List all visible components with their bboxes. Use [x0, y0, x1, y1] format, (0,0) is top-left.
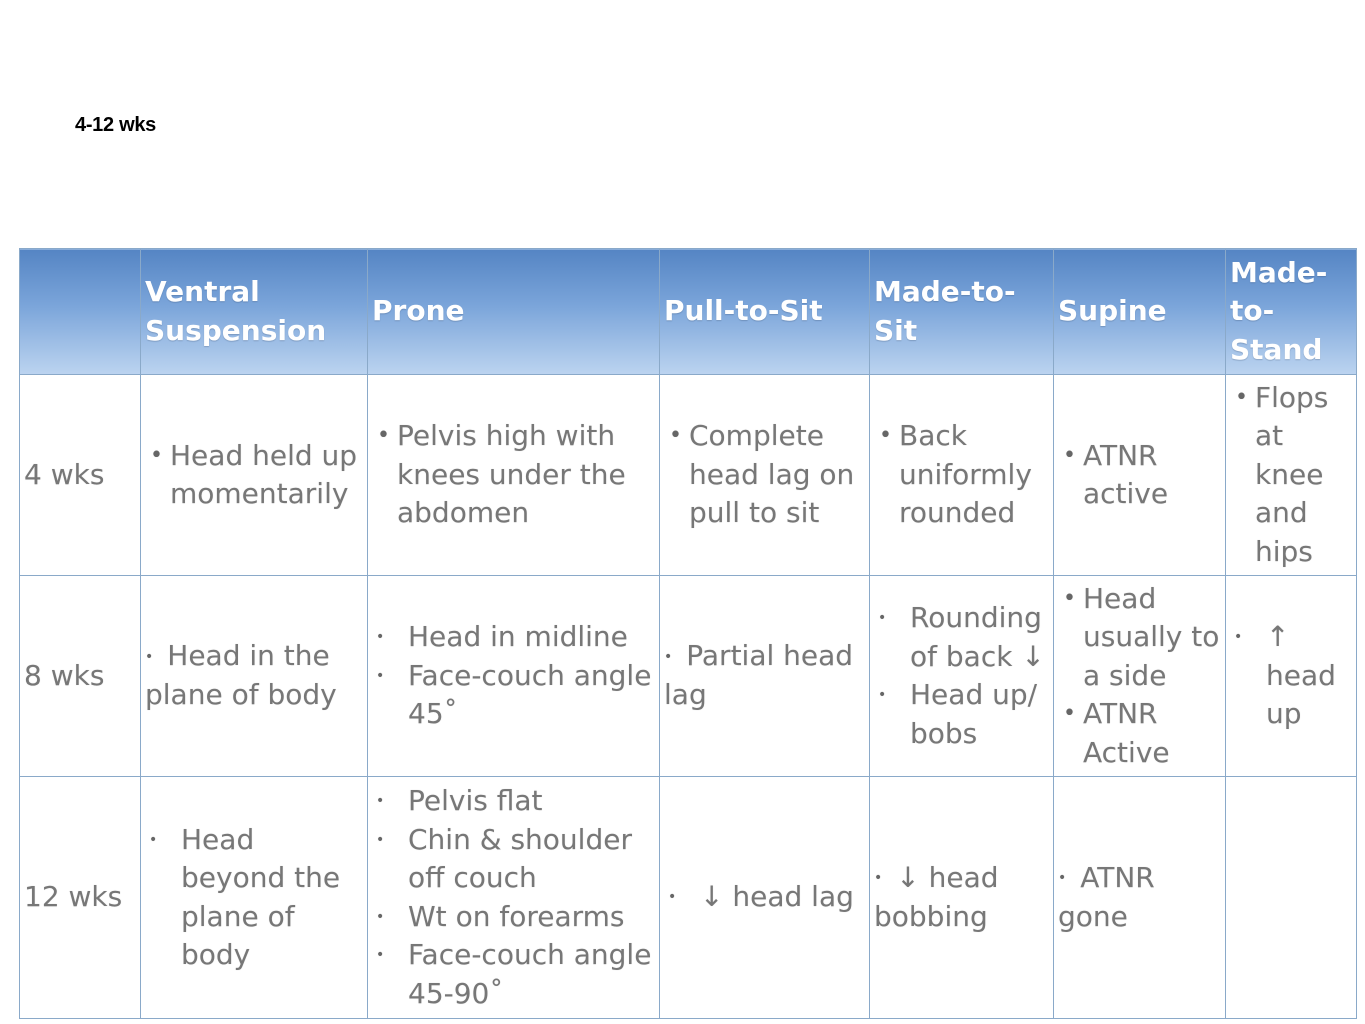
header-made-to-stand: Made-to-Stand: [1226, 249, 1357, 375]
list-item: • Wt on forearms: [372, 898, 655, 937]
cell-text: Partial head lag: [664, 639, 854, 712]
list-item: • Pelvis high with knees under the abdomen: [372, 417, 655, 533]
list-item: • ATNR active: [1058, 437, 1221, 514]
cell-text: ↓ head bobbing: [874, 860, 999, 933]
list-item: • ↑ head up: [1230, 618, 1352, 734]
list-item: • Complete head lag on pull to sit: [664, 417, 865, 533]
list-item: • Back uniformly rounded: [874, 417, 1049, 533]
header-row: [20, 249, 1357, 375]
table-row: [20, 777, 1357, 1019]
cell-made-to-stand: [1226, 777, 1357, 1019]
age-cell: 12 wks: [20, 777, 141, 1019]
list-item: • Head up/ bobs: [874, 676, 1049, 753]
cell-text: ATNR gone: [1058, 860, 1155, 933]
list-item: • Flops at knee and hips: [1230, 379, 1352, 572]
cell-pull-to-sit: [660, 777, 870, 1019]
age-cell: 4 wks: [20, 375, 141, 576]
cell-ventral-suspension: [141, 777, 368, 1019]
cell-ventral-suspension: [141, 576, 368, 777]
cell-ventral-suspension: [141, 375, 368, 576]
cell-supine: [1054, 777, 1226, 1019]
list-item: • ATNR Active: [1058, 695, 1221, 772]
header-ventral-suspension: Ventral Suspension: [141, 249, 368, 375]
bullet-icon: •: [1058, 870, 1067, 887]
header-made-to-sit: Made-to-Sit: [870, 249, 1054, 375]
cell-prone: [368, 576, 660, 777]
milestones-table: [19, 248, 1357, 1019]
bullet-icon: •: [664, 648, 673, 665]
bullet-icon: •: [874, 870, 883, 887]
bullet-icon: •: [145, 648, 154, 665]
list-item: • Head usually to a side: [1058, 580, 1221, 696]
list-item: • Face-couch angle 45-90˚: [372, 936, 655, 1013]
cell-made-to-sit: [870, 777, 1054, 1019]
cell-made-to-stand: [1226, 576, 1357, 777]
cell-made-to-stand: [1226, 375, 1357, 576]
list-item: • Rounding of back ↓: [874, 599, 1049, 676]
cell-made-to-sit: [870, 576, 1054, 777]
header-prone: Prone: [368, 249, 660, 375]
list-item: • Head held up momentarily: [145, 437, 363, 514]
slide-title: 4-12 wks: [75, 114, 156, 136]
header-age: [20, 249, 141, 375]
table-row: [20, 576, 1357, 777]
cell-pull-to-sit: [660, 576, 870, 777]
list-item: • Head beyond the plane of body: [145, 821, 363, 975]
cell-supine: [1054, 375, 1226, 576]
list-item: • ↓ head lag: [664, 878, 865, 917]
cell-text: Head in the plane of body: [145, 639, 337, 712]
list-item: • Chin & shoulder off couch: [372, 821, 655, 898]
list-item: • Head in midline: [372, 618, 655, 657]
list-item: • Pelvis flat: [372, 782, 655, 821]
cell-prone: [368, 777, 660, 1019]
age-cell: 8 wks: [20, 576, 141, 777]
cell-made-to-sit: [870, 375, 1054, 576]
cell-prone: [368, 375, 660, 576]
header-pull-to-sit: Pull-to-Sit: [660, 249, 870, 375]
cell-supine: [1054, 576, 1226, 777]
table-row: [20, 375, 1357, 576]
header-supine: Supine: [1054, 249, 1226, 375]
list-item: • Face-couch angle 45˚: [372, 657, 655, 734]
cell-pull-to-sit: [660, 375, 870, 576]
